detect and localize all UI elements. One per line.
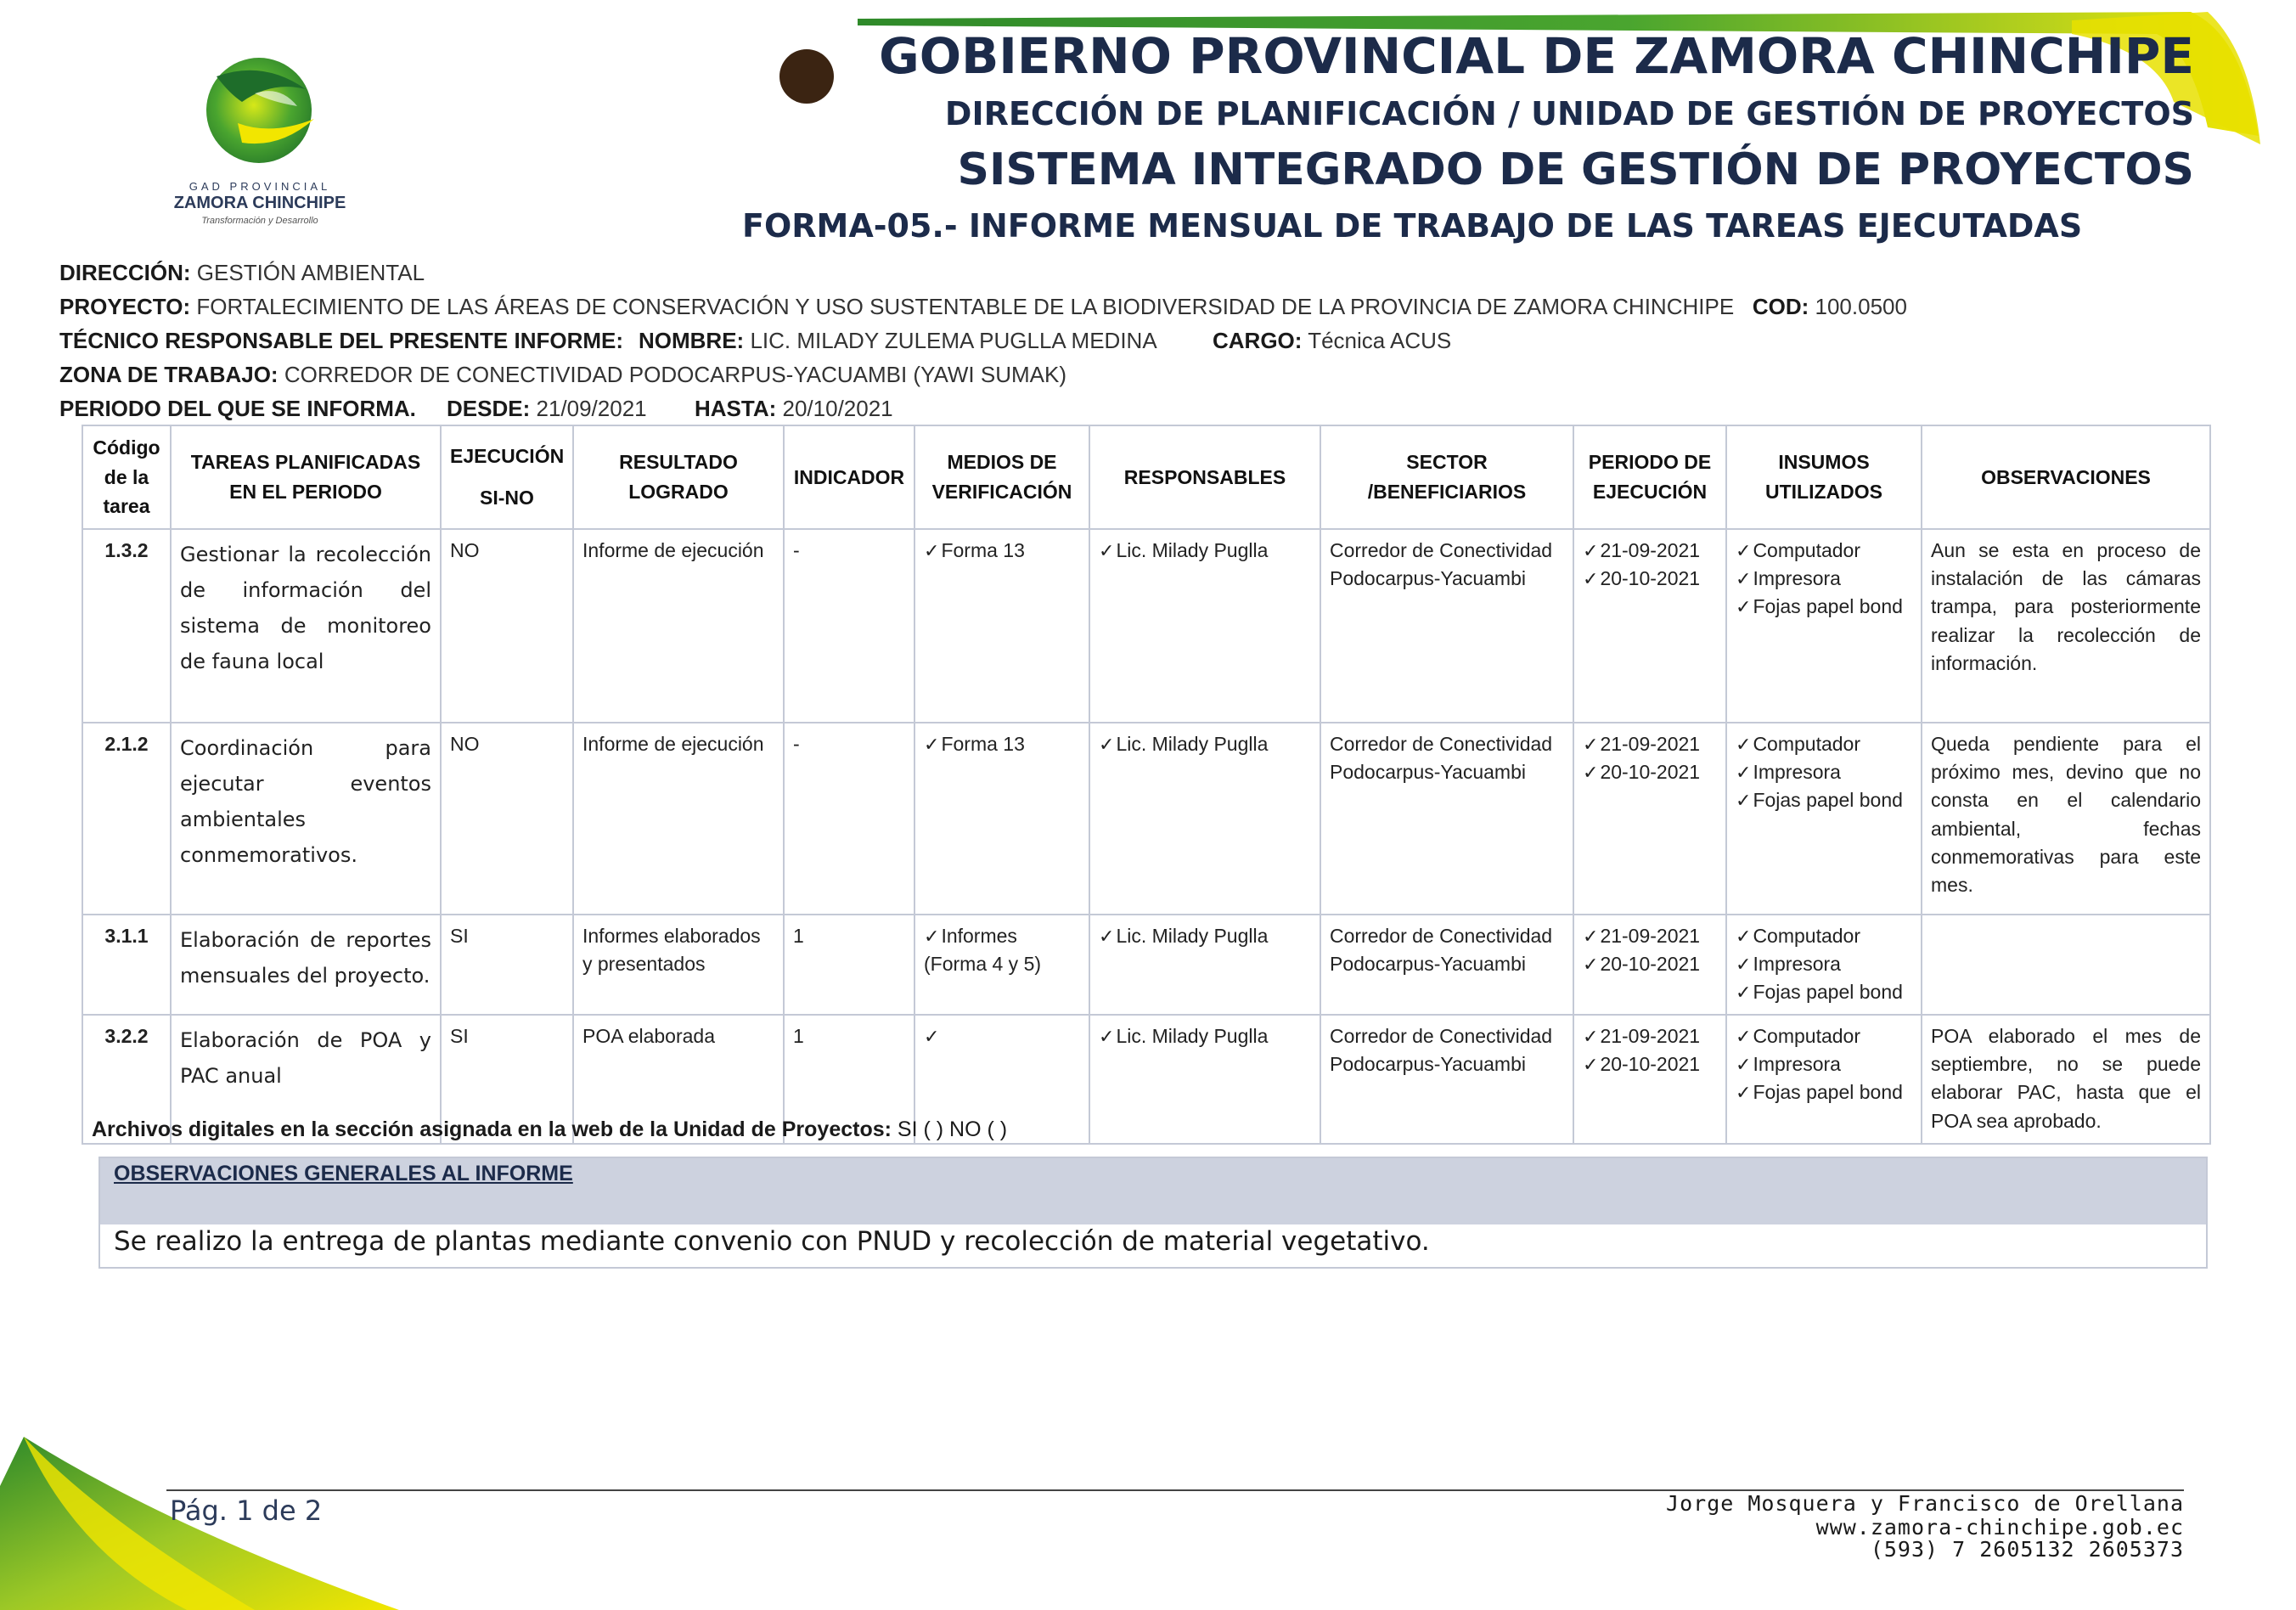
info-nombre xyxy=(639,328,1157,354)
th-resultado: RESULTADO LOGRADO xyxy=(573,425,784,529)
punch-hole xyxy=(779,49,834,104)
insumo-item xyxy=(1736,730,1912,758)
cell-indicador: 1 xyxy=(784,915,914,1015)
archivos-options: SI ( ) NO ( ) xyxy=(897,1117,1008,1141)
cell-sector: Corredor de Conectividad Podocarpus-Yacuambi xyxy=(1320,915,1573,1015)
insumo-item-text: Impresora xyxy=(1753,566,1841,589)
hasta-label: HASTA: xyxy=(695,396,777,421)
form-title: FORMA-05.- INFORME MENSUAL DE TRABAJO DE LAS TAREAS EJECUTADAS xyxy=(742,207,2083,245)
cell-resultado: Informe de ejecución xyxy=(573,529,784,723)
logo-line1: GAD PROVINCIAL xyxy=(189,180,331,193)
medios-item-text: Informes (Forma 4 y 5) xyxy=(924,924,1042,975)
check-icon: ✓ xyxy=(1099,925,1115,947)
periodo-item-text: 20-10-2021 xyxy=(1600,952,1701,975)
check-icon: ✓ xyxy=(1736,596,1752,618)
info-desde xyxy=(447,396,647,422)
check-icon: ✓ xyxy=(1736,1082,1752,1104)
cell-indicador: - xyxy=(784,529,914,723)
th-ejecucion xyxy=(441,425,573,529)
responsable-item-text: Lic. Milady Puglla xyxy=(1116,538,1269,561)
insumo-item xyxy=(1736,1078,1912,1106)
observaciones-generales-text: Se realizo la entrega de plantas mediante convenio con PNUD y recolección de material vegetativo. xyxy=(114,1226,1430,1257)
cell-tarea: Coordinación para ejecutar eventos ambientales conmemorativos. xyxy=(171,723,441,915)
table-header-row xyxy=(82,425,2210,529)
th-periodo: PERIODO DE EJECUCIÓN xyxy=(1573,425,1726,529)
cell-observacion: Queda pendiente para el próximo mes, devino que no consta en el calendario ambiental, fechas conmemorativas para este mes. xyxy=(1922,723,2210,915)
check-icon: ✓ xyxy=(1099,1025,1115,1047)
cell-periodo xyxy=(1573,723,1726,915)
medios-item-text: Forma 13 xyxy=(941,538,1025,561)
insumo-item-text: Computador xyxy=(1753,732,1861,755)
check-icon: ✓ xyxy=(924,1025,940,1047)
cell-responsable xyxy=(1089,529,1320,723)
check-icon: ✓ xyxy=(1736,733,1752,755)
observaciones-generales xyxy=(98,1157,2208,1269)
insumo-item xyxy=(1736,786,1912,814)
check-icon: ✓ xyxy=(1099,733,1115,755)
cell-ejecucion: SI xyxy=(441,915,573,1015)
check-icon: ✓ xyxy=(1583,733,1599,755)
insumo-item-text: Fojas papel bond xyxy=(1753,789,1903,812)
nombre-label: NOMBRE: xyxy=(639,328,745,353)
check-icon: ✓ xyxy=(1736,982,1752,1004)
periodo-item xyxy=(1583,758,1717,786)
th-insumos: INSUMOS UTILIZADOS xyxy=(1726,425,1922,529)
th-codigo: Código de la tarea xyxy=(82,425,171,529)
logo-line2: ZAMORA CHINCHIPE xyxy=(173,194,346,212)
check-icon: ✓ xyxy=(1736,761,1752,783)
insumo-item xyxy=(1736,950,1912,978)
insumo-item-text: Fojas papel bond xyxy=(1753,595,1903,618)
insumo-item-text: Computador xyxy=(1753,924,1861,947)
cell-insumos xyxy=(1726,529,1922,723)
cell-insumos xyxy=(1726,1015,1922,1144)
check-icon: ✓ xyxy=(1736,567,1752,589)
insumo-item xyxy=(1736,537,1912,565)
zona-label: ZONA DE TRABAJO: xyxy=(59,362,279,387)
table-row xyxy=(82,915,2210,1015)
page-number: Pág. 1 de 2 xyxy=(170,1495,323,1527)
proyecto-label: PROYECTO: xyxy=(59,294,191,319)
cell-observacion xyxy=(1922,915,2210,1015)
periodo-item-text: 21-09-2021 xyxy=(1600,732,1701,755)
responsable-item-text: Lic. Milady Puglla xyxy=(1116,1024,1269,1047)
insumo-item xyxy=(1736,593,1912,621)
cargo-value: Técnica ACUS xyxy=(1308,328,1452,353)
insumo-item-text: Computador xyxy=(1753,1024,1861,1047)
check-icon: ✓ xyxy=(1583,1025,1599,1047)
periodo-item xyxy=(1583,565,1717,593)
th-indicador: INDICADOR xyxy=(784,425,914,529)
periodo-item xyxy=(1583,730,1717,758)
footer-web: www.zamora-chinchipe.gob.ec xyxy=(1815,1515,2184,1540)
cell-codigo: 3.2.2 xyxy=(82,1015,171,1144)
insumo-item xyxy=(1736,758,1912,786)
medios-item xyxy=(924,922,1080,979)
th-sector: SECTOR /BENEFICIARIOS xyxy=(1320,425,1573,529)
cell-tarea: Elaboración de POA y PAC anual xyxy=(171,1015,441,1144)
direccion-value: GESTIÓN AMBIENTAL xyxy=(196,260,425,285)
cell-ejecucion: NO xyxy=(441,529,573,723)
cod-value: 100.0500 xyxy=(1815,294,1907,319)
cell-periodo xyxy=(1573,915,1726,1015)
th-observaciones: OBSERVACIONES xyxy=(1922,425,2210,529)
logo-line3: Transformación y Desarrollo xyxy=(201,216,318,226)
responsable-item xyxy=(1099,1022,1311,1050)
check-icon: ✓ xyxy=(1736,1025,1752,1047)
direccion-label: DIRECCIÓN: xyxy=(59,260,191,285)
th-ejecucion-sub: SI-NO xyxy=(480,486,534,509)
responsable-item xyxy=(1099,922,1311,950)
periodo-item xyxy=(1583,950,1717,978)
medios-item-text: Forma 13 xyxy=(941,732,1025,755)
periodo-item-text: 21-09-2021 xyxy=(1600,924,1701,947)
periodo-item-text: 21-09-2021 xyxy=(1600,1024,1701,1047)
observaciones-generales-label: OBSERVACIONES GENERALES AL INFORME xyxy=(114,1162,573,1185)
cell-tarea: Elaboración de reportes mensuales del proyecto. xyxy=(171,915,441,1015)
cod-label: COD: xyxy=(1752,294,1809,319)
cell-indicador: 1 xyxy=(784,1015,914,1144)
cell-ejecucion: SI xyxy=(441,1015,573,1144)
insumo-item-text: Fojas papel bond xyxy=(1753,1081,1903,1104)
periodo-item xyxy=(1583,537,1717,565)
header-title: GOBIERNO PROVINCIAL DE ZAMORA CHINCHIPE xyxy=(879,27,2194,85)
check-icon: ✓ xyxy=(1736,790,1752,812)
cell-resultado: POA elaborada xyxy=(573,1015,784,1144)
check-icon: ✓ xyxy=(1583,761,1599,783)
cell-resultado: Informe de ejecución xyxy=(573,723,784,915)
check-icon: ✓ xyxy=(1736,953,1752,975)
check-icon: ✓ xyxy=(924,925,940,947)
insumo-item-text: Computador xyxy=(1753,538,1861,561)
insumo-item xyxy=(1736,922,1912,950)
tasks-table xyxy=(82,425,2211,1145)
responsable-item xyxy=(1099,537,1311,565)
info-hasta xyxy=(695,396,893,422)
medios-item xyxy=(924,1022,1080,1050)
check-icon: ✓ xyxy=(1583,539,1599,561)
cell-periodo xyxy=(1573,529,1726,723)
cell-responsable xyxy=(1089,1015,1320,1144)
header-subtitle: DIRECCIÓN DE PLANIFICACIÓN / UNIDAD DE GESTIÓN DE PROYECTOS xyxy=(944,95,2194,132)
check-icon: ✓ xyxy=(1736,539,1752,561)
desde-value: 21/09/2021 xyxy=(536,396,647,421)
info-proyecto xyxy=(59,294,1907,320)
periodo-item-text: 20-10-2021 xyxy=(1600,566,1701,589)
tecnico-label: TÉCNICO RESPONSABLE DEL PRESENTE INFORME: xyxy=(59,328,624,353)
check-icon: ✓ xyxy=(1583,953,1599,975)
hasta-value: 20/10/2021 xyxy=(782,396,893,421)
insumo-item-text: Impresora xyxy=(1753,1052,1841,1075)
cell-observacion: Aun se esta en proceso de instalación de las cámaras trampa, para posteriormente realizar la recolección de información. xyxy=(1922,529,2210,723)
zona-value: CORREDOR DE CONECTIVIDAD PODOCARPUS-YACUAMBI (YAWI SUMAK) xyxy=(284,362,1066,387)
responsable-item-text: Lic. Milady Puglla xyxy=(1116,732,1269,755)
periodo-label: PERIODO DEL QUE SE INFORMA. xyxy=(59,396,416,421)
cell-medios xyxy=(914,723,1089,915)
responsable-item xyxy=(1099,730,1311,758)
medios-item xyxy=(924,537,1080,565)
check-icon: ✓ xyxy=(1583,1053,1599,1075)
cell-responsable xyxy=(1089,915,1320,1015)
cell-observacion: POA elaborado el mes de septiembre, no se puede elaborar PAC, hasta que el POA sea aprobado. xyxy=(1922,1015,2210,1144)
footer-address: Jorge Mosquera y Francisco de Orellana xyxy=(1666,1491,2184,1516)
footer-phone: (593) 7 2605132 2605373 xyxy=(1870,1537,2184,1562)
cell-sector: Corredor de Conectividad Podocarpus-Yacuambi xyxy=(1320,1015,1573,1144)
cell-insumos xyxy=(1726,915,1922,1015)
insumo-item xyxy=(1736,1050,1912,1078)
check-icon: ✓ xyxy=(1736,925,1752,947)
th-responsables: RESPONSABLES xyxy=(1089,425,1320,529)
cell-codigo: 2.1.2 xyxy=(82,723,171,915)
periodo-item-text: 20-10-2021 xyxy=(1600,1052,1701,1075)
cell-medios xyxy=(914,529,1089,723)
th-ejecucion-label: EJECUCIÓN xyxy=(450,445,565,468)
header-system: SISTEMA INTEGRADO DE GESTIÓN DE PROYECTOS xyxy=(957,144,2194,195)
info-periodo xyxy=(59,396,416,422)
periodo-item xyxy=(1583,1022,1717,1050)
insumo-item xyxy=(1736,565,1912,593)
insumo-item-text: Impresora xyxy=(1753,760,1841,783)
check-icon: ✓ xyxy=(1736,1053,1752,1075)
cell-insumos xyxy=(1726,723,1922,915)
medios-item xyxy=(924,730,1080,758)
responsable-item-text: Lic. Milady Puglla xyxy=(1116,924,1269,947)
info-tecnico xyxy=(59,328,623,354)
cell-responsable xyxy=(1089,723,1320,915)
proyecto-value: FORTALECIMIENTO DE LAS ÁREAS DE CONSERVACIÓN Y USO SUSTENTABLE DE LA BIODIVERSIDAD DE LA PROVINCIA DE ZAMORA CHINCHIPE xyxy=(196,294,1735,319)
table-row xyxy=(82,723,2210,915)
check-icon: ✓ xyxy=(924,733,940,755)
periodo-item-text: 21-09-2021 xyxy=(1600,538,1701,561)
desde-label: DESDE: xyxy=(447,396,531,421)
cell-periodo xyxy=(1573,1015,1726,1144)
insumo-item-text: Fojas papel bond xyxy=(1753,981,1903,1004)
cell-codigo: 3.1.1 xyxy=(82,915,171,1015)
periodo-item xyxy=(1583,922,1717,950)
archivos-line xyxy=(92,1117,1007,1142)
info-cargo xyxy=(1213,328,1451,354)
cell-medios xyxy=(914,915,1089,1015)
check-icon: ✓ xyxy=(1583,567,1599,589)
table-row xyxy=(82,529,2210,723)
check-icon: ✓ xyxy=(1099,539,1115,561)
info-zona xyxy=(59,362,1066,388)
cell-indicador: - xyxy=(784,723,914,915)
cell-sector: Corredor de Conectividad Podocarpus-Yacuambi xyxy=(1320,723,1573,915)
check-icon: ✓ xyxy=(924,539,940,561)
nombre-value: LIC. MILADY ZULEMA PUGLLA MEDINA xyxy=(750,328,1157,353)
insumo-item xyxy=(1736,1022,1912,1050)
th-medios: MEDIOS DE VERIFICACIÓN xyxy=(914,425,1089,529)
th-tareas: TAREAS PLANIFICADAS EN EL PERIODO xyxy=(171,425,441,529)
insumo-item-text: Impresora xyxy=(1753,952,1841,975)
periodo-item-text: 20-10-2021 xyxy=(1600,760,1701,783)
cell-sector: Corredor de Conectividad Podocarpus-Yacuambi xyxy=(1320,529,1573,723)
cell-tarea: Gestionar la recolección de información del sistema de monitoreo de fauna local xyxy=(171,529,441,723)
periodo-item xyxy=(1583,1050,1717,1078)
check-icon: ✓ xyxy=(1583,925,1599,947)
cell-codigo: 1.3.2 xyxy=(82,529,171,723)
info-direccion xyxy=(59,260,425,286)
archivos-label: Archivos digitales en la sección asignada en la web de la Unidad de Proyectos: xyxy=(92,1117,892,1141)
insumo-item xyxy=(1736,978,1912,1006)
cargo-label: CARGO: xyxy=(1213,328,1303,353)
cell-resultado: Informes elaborados y presentados xyxy=(573,915,784,1015)
cell-ejecucion: NO xyxy=(441,723,573,915)
